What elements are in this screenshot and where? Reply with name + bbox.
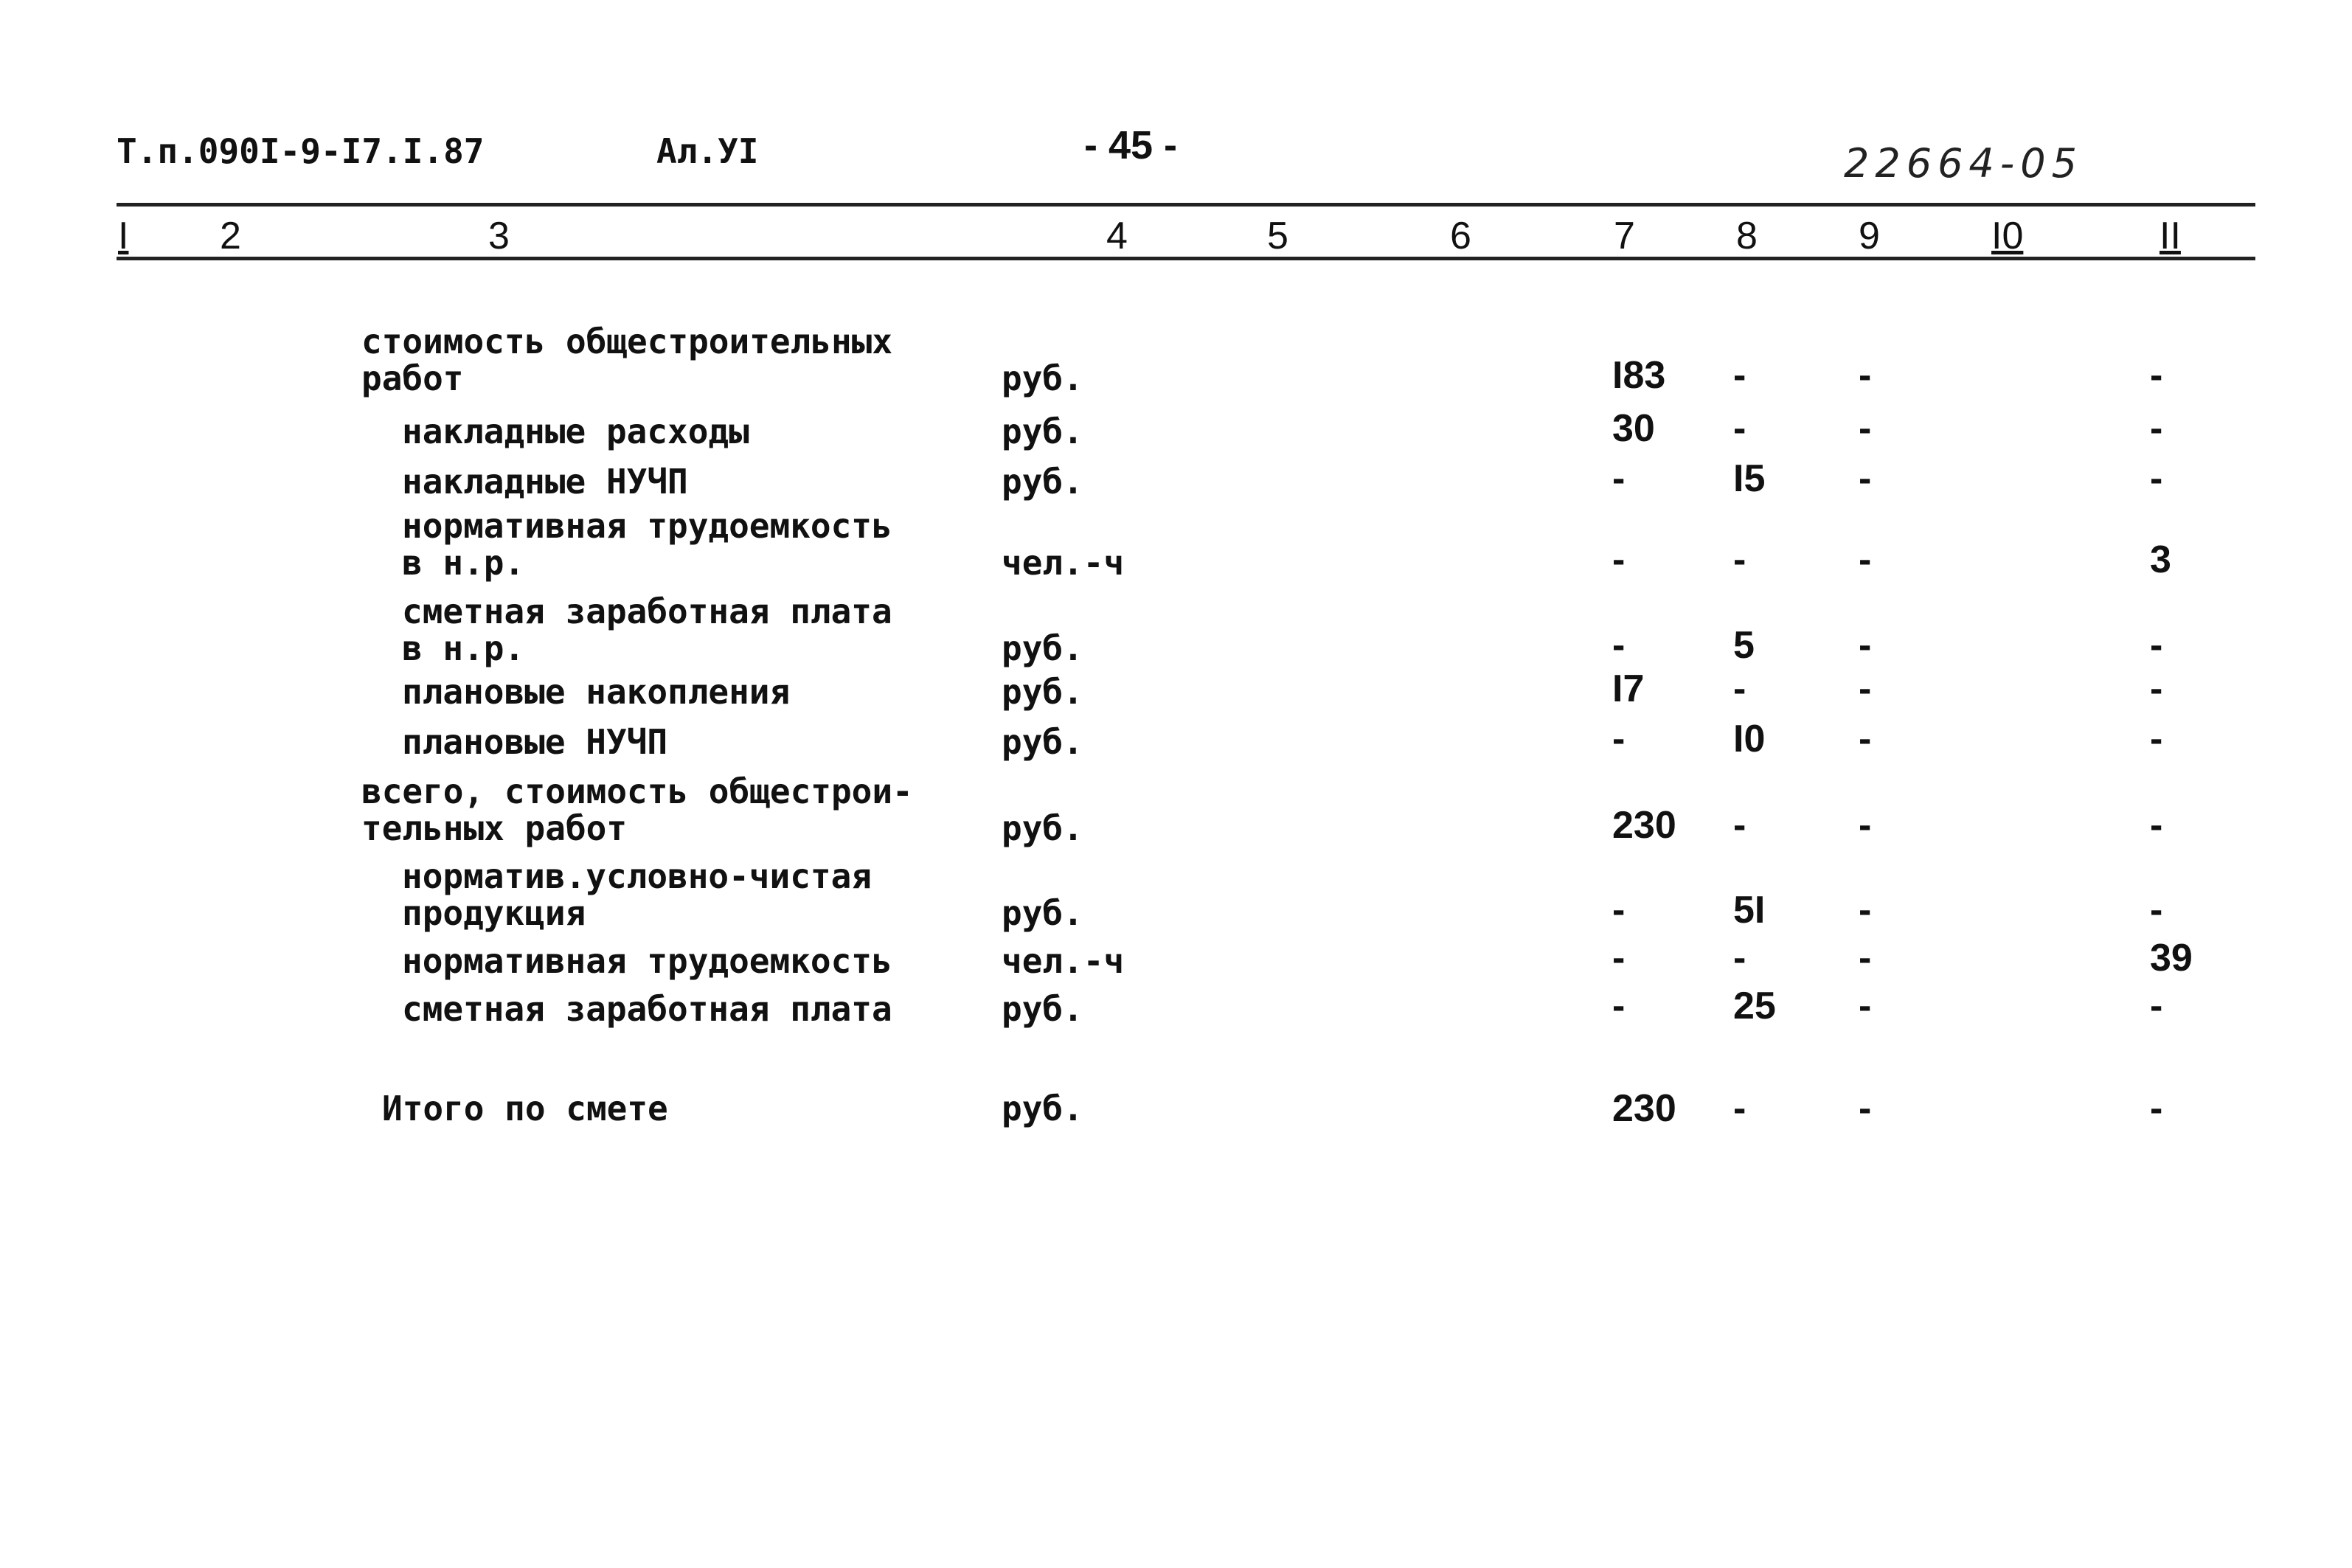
row-value-col9: -	[1859, 937, 1872, 979]
column-number: 3	[488, 215, 510, 257]
row-value-col7: -	[1612, 457, 1626, 500]
total-value-col9: -	[1859, 1087, 1872, 1130]
album-number: Ал.УI	[656, 131, 759, 171]
row-value-col7: -	[1612, 538, 1626, 581]
total-label: Итого по смете	[382, 1089, 668, 1128]
top-rule	[117, 203, 2255, 207]
row-description: сметная заработная плата	[402, 989, 892, 1029]
row-value-col8: -	[1733, 937, 1746, 979]
row-description: норматив.условно-чистая	[402, 856, 872, 896]
row-description: накладные НУЧП	[402, 462, 688, 502]
inventory-number: 22664-05	[1844, 140, 2083, 187]
row-unit: руб.	[1002, 808, 1083, 848]
page-number: - 45 -	[1084, 123, 1178, 167]
row-value-col8: I5	[1733, 457, 1766, 500]
row-value-col11: -	[2150, 667, 2163, 710]
column-number: 8	[1736, 215, 1758, 257]
document-code: Т.п.090I-9-I7.I.87	[117, 131, 485, 171]
column-number: 6	[1450, 215, 1471, 257]
table-row	[0, 506, 2352, 583]
column-header-rule	[117, 257, 2255, 260]
row-value-col8: -	[1733, 354, 1746, 397]
row-value-col8: -	[1733, 667, 1746, 710]
row-description: накладные расходы	[402, 412, 749, 451]
row-value-col9: -	[1859, 538, 1872, 581]
row-value-col9: -	[1859, 718, 1872, 760]
row-description: продукция	[402, 893, 586, 933]
row-unit: руб.	[1002, 628, 1083, 668]
row-value-col7: 30	[1612, 407, 1655, 450]
row-value-col7: 230	[1612, 804, 1676, 847]
row-value-col11: -	[2150, 985, 2163, 1027]
total-value-col8: -	[1733, 1087, 1746, 1130]
row-value-col7: -	[1612, 718, 1626, 760]
row-unit: руб.	[1002, 412, 1083, 451]
row-value-col9: -	[1859, 804, 1872, 847]
table-row	[0, 718, 2352, 769]
row-value-col8: 5	[1733, 624, 1755, 667]
row-unit: руб.	[1002, 672, 1083, 712]
row-value-col7: I7	[1612, 667, 1645, 710]
row-description: тельных работ	[361, 808, 628, 848]
table-row	[0, 937, 2352, 988]
table-row	[0, 856, 2352, 933]
table-row	[0, 667, 2352, 719]
row-description: в н.р.	[402, 543, 525, 583]
table-row	[0, 322, 2352, 398]
row-value-col9: -	[1859, 985, 1872, 1027]
row-value-col8: -	[1733, 407, 1746, 450]
row-description: в н.р.	[402, 628, 525, 668]
row-description: сметная заработная плата	[402, 592, 892, 631]
row-value-col11: -	[2150, 804, 2163, 847]
row-value-col9: -	[1859, 457, 1872, 500]
row-value-col7: -	[1612, 889, 1626, 932]
column-number: 9	[1859, 215, 1880, 257]
row-value-col8: 5I	[1733, 889, 1766, 932]
row-unit: руб.	[1002, 462, 1083, 502]
row-value-col11: -	[2150, 354, 2163, 397]
column-number: 4	[1106, 215, 1128, 257]
row-value-col7: -	[1612, 624, 1626, 667]
column-number: 7	[1614, 215, 1635, 257]
column-number: I	[118, 215, 129, 257]
row-value-col9: -	[1859, 889, 1872, 932]
row-unit: чел.-ч	[1002, 543, 1125, 583]
row-value-col9: -	[1859, 407, 1872, 450]
row-value-col8: 25	[1733, 985, 1776, 1027]
row-value-col11: -	[2150, 407, 2163, 450]
row-value-col11: -	[2150, 624, 2163, 667]
row-description: нормативная трудоемкость	[402, 941, 892, 981]
column-number: 2	[220, 215, 241, 257]
row-value-col11: -	[2150, 457, 2163, 500]
row-unit: руб.	[1002, 722, 1083, 762]
row-description: стоимость общестроительных	[361, 322, 893, 361]
row-value-col11: 39	[2150, 937, 2193, 979]
table-row	[0, 457, 2352, 509]
row-value-col9: -	[1859, 354, 1872, 397]
total-value-col7: 230	[1612, 1087, 1676, 1130]
row-unit: руб.	[1002, 893, 1083, 933]
row-value-col9: -	[1859, 667, 1872, 710]
table-row	[0, 407, 2352, 459]
table-row	[0, 985, 2352, 1036]
row-value-col8: -	[1733, 538, 1746, 581]
column-number: 5	[1267, 215, 1288, 257]
row-description: плановые НУЧП	[402, 722, 668, 762]
table-row	[0, 592, 2352, 668]
row-value-col8: I0	[1733, 718, 1766, 760]
total-value-col11: -	[2150, 1087, 2163, 1130]
row-unit: чел.-ч	[1002, 941, 1125, 981]
row-value-col7: -	[1612, 985, 1626, 1027]
row-value-col11: 3	[2150, 538, 2171, 581]
column-number: I0	[1991, 215, 2024, 257]
row-value-col11: -	[2150, 889, 2163, 932]
total-unit: руб.	[1002, 1089, 1083, 1128]
column-number: II	[2160, 215, 2181, 257]
row-value-col9: -	[1859, 624, 1872, 667]
row-value-col7: -	[1612, 937, 1626, 979]
row-description: нормативная трудоемкость	[402, 506, 892, 546]
row-value-col11: -	[2150, 718, 2163, 760]
table-row	[0, 771, 2352, 848]
row-description: плановые накопления	[402, 672, 791, 712]
row-unit: руб.	[1002, 358, 1083, 398]
row-description: работ	[361, 358, 464, 398]
total-row	[0, 1087, 2352, 1136]
row-value-col7: I83	[1612, 354, 1666, 397]
row-unit: руб.	[1002, 989, 1083, 1029]
row-value-col8: -	[1733, 804, 1746, 847]
row-description: всего, стоимость общестрои-	[361, 771, 913, 811]
